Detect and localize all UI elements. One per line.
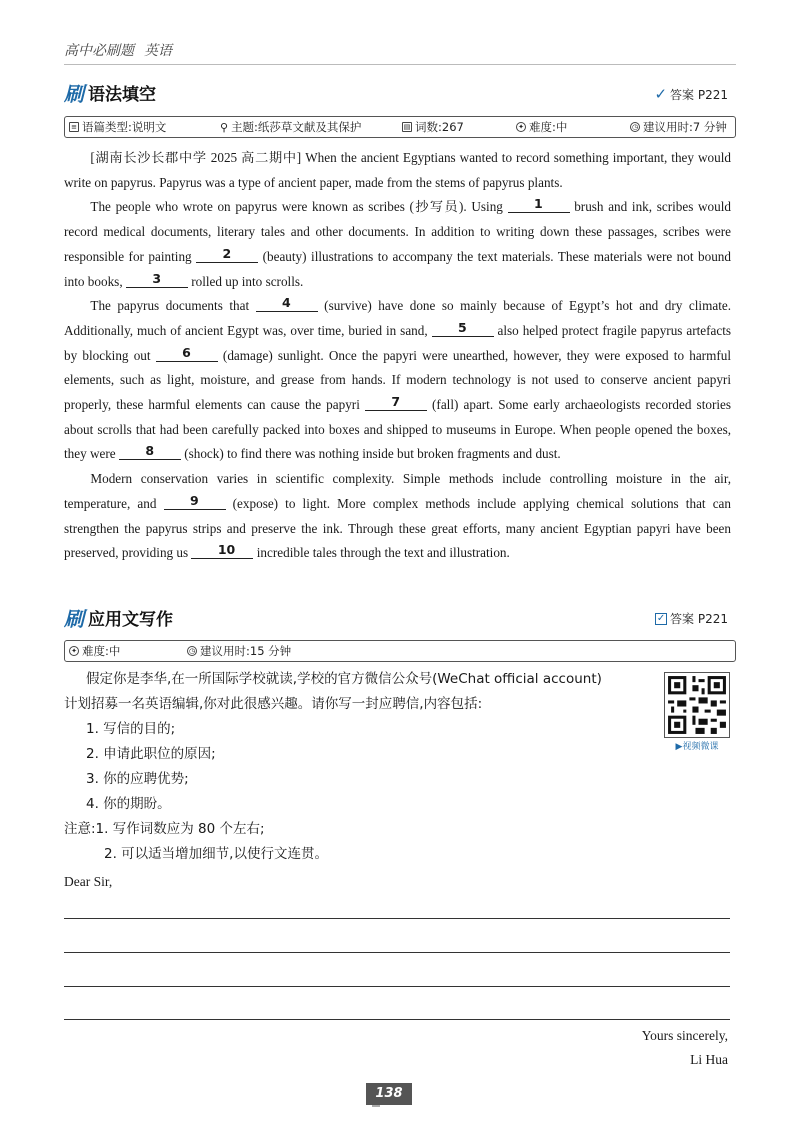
answer-blank[interactable] — [126, 270, 188, 288]
info-genre: ≡ 语篇类型:说明文 — [69, 119, 204, 135]
clock-icon: ◷ — [631, 123, 639, 131]
section-grammar-title — [64, 78, 156, 107]
note-line: 2. 可以适当增加细节,以使行文连贯。 — [104, 846, 328, 862]
difficulty-icon: ✦ — [516, 122, 526, 132]
answer-blank[interactable] — [508, 198, 570, 213]
blank-number: 10 — [217, 542, 236, 558]
passage-text: also helped protect fragile papyrus artefacts by blocking out — [64, 322, 732, 363]
passage-text: (shock) to find there was nothing inside but broken fragments and dust. — [180, 446, 561, 462]
blank-number: 2 — [222, 245, 232, 261]
answer-reference — [654, 85, 728, 103]
blank-number: 3 — [152, 270, 162, 286]
answer-page-ref: 答案 P221 — [670, 612, 728, 626]
blank-number: 6 — [182, 344, 191, 360]
answer-blank[interactable] — [191, 544, 253, 559]
blank-number: 9 — [189, 492, 199, 508]
answer-blank[interactable] — [119, 445, 181, 460]
clock-icon: ◷ — [188, 647, 196, 655]
answer-blank[interactable] — [156, 344, 218, 362]
section-writing-title — [64, 603, 173, 632]
qr-caption: ▶视频微课 — [675, 742, 719, 752]
passage-text: Modern conservation varies in scientific complexity. Simple methods include controlling moisture in the air, temperature, and — [64, 471, 731, 511]
task-point: 1. 写信的目的; — [86, 721, 176, 737]
section-name: 语法填空 — [88, 85, 156, 105]
blank-number: 7 — [391, 394, 401, 410]
passage-text: [湖南长沙长郡中学 2025 高二期中] When the ancient Egyptians wanted to record something important, they would write on papyrus. Papyrus was a type of ancient paper, made from the stems of papyrus plants. — [64, 150, 731, 190]
passage-paragraph — [64, 294, 731, 467]
passage-text: rolled up into scrolls. — [187, 273, 304, 289]
running-header — [64, 40, 172, 60]
document-icon: ≡ — [69, 122, 79, 132]
answer-blank[interactable] — [164, 492, 226, 510]
prompt-line: 假定你是李华,在一所国际学校就读,学校的官方微信公众号(WeChat official account) — [86, 671, 602, 687]
section-name: 应用文写作 — [88, 610, 173, 630]
writing-line[interactable] — [64, 918, 730, 919]
page-number: 138 — [366, 1083, 412, 1105]
passage-text: The people who wrote on papyrus were known as scribes (抄写员). Using — [90, 199, 508, 215]
info-theme: ⚲ 主题:纸莎草文献及其保护 — [220, 120, 362, 134]
info-time: ◷ 建议用时:15 分钟 — [188, 644, 292, 658]
passage-paragraph — [64, 467, 731, 566]
passage-text: (survive) have done so mainly because of Egypt’s hot and dry climate. Additionally, much of ancient Egypt was, over time, buried in sand, — [64, 298, 732, 338]
passage-text: (beauty) illustrations to accompany the text materials. These materials were not bound into books, — [64, 248, 731, 289]
difficulty-icon: ✦ — [69, 646, 79, 656]
writing-line[interactable] — [64, 1019, 730, 1020]
header-rule — [64, 64, 736, 65]
counter-icon: ▤ — [403, 123, 411, 131]
blank-number: 4 — [282, 295, 291, 311]
info-difficulty: ✦ 难度:中 — [502, 119, 620, 135]
blank-number: 1 — [533, 196, 543, 212]
section-badge: 刷 — [64, 607, 84, 631]
note-line: 注意:1. 写作词数应为 80 个左右; — [64, 821, 265, 837]
blank-number: 8 — [145, 443, 155, 459]
qr-code-icon[interactable] — [664, 672, 730, 738]
answer-blank[interactable] — [256, 297, 318, 312]
passage-paragraph — [64, 146, 731, 195]
passage-text: (damage) sunlight. Once the papyri were unearthed, however, they were exposed to harmful elements, such as light, moisture, and grease from hands. If modern technology is not used to conserve ancient papyri properly, these harmful elements can cause the papyri — [64, 347, 731, 413]
magnifier-icon: ⚲ — [220, 120, 229, 134]
passage-text: (expose) to light. More complex methods include applying chemical solutions that can strengthen the papyrus strips and preserve the ink. Through these great efforts, many ancient Egyptian papyri have been preserved, providing us — [64, 495, 732, 561]
writing-line[interactable] — [64, 952, 730, 953]
passage-text: (fall) apart. Some early archaeologists recorded stories about scrolls that had been carefully packed into boxes and shipped to museums in Europe. When people opened the boxes, they were — [64, 397, 731, 462]
answer-blank[interactable] — [365, 396, 427, 411]
signature: Li Hua — [690, 1052, 728, 1067]
task-point: 3. 你的应聘优势; — [86, 771, 189, 787]
passage-text: brush and ink, scribes would record medical documents, literary tales and other documents. In addition to writing down these passages, scribes were responsible for painting — [64, 199, 731, 264]
book-title: 高中必刷题 — [64, 44, 134, 59]
closing: Yours sincerely, — [641, 1028, 728, 1043]
check-icon: ✓ — [654, 85, 668, 103]
section-badge: 刷 — [64, 82, 84, 106]
subject-name: 英语 — [144, 44, 172, 59]
info-bar — [64, 640, 736, 662]
passage-paragraph — [64, 195, 731, 294]
task-point: 4. 你的期盼。 — [86, 796, 171, 812]
passage-text: The papyrus documents that — [90, 298, 256, 314]
answer-blank[interactable] — [432, 319, 494, 337]
checkbox-icon: ✓ — [656, 612, 666, 624]
answer-page-ref: 答案 P221 — [670, 87, 728, 102]
task-point: 2. 申请此职位的原因; — [86, 746, 216, 762]
grammar-passage — [64, 146, 731, 566]
info-difficulty: ✦ 难度:中 — [69, 643, 187, 659]
blank-number: 5 — [457, 319, 467, 335]
prompt-line: 计划招募一名英语编辑,你对此很感兴趣。请你写一封应聘信,内容包括: — [64, 696, 483, 712]
answer-blank[interactable] — [196, 245, 258, 263]
writing-prompt — [64, 667, 664, 867]
info-time: ◷ 建议用时:7 分钟 — [631, 120, 727, 134]
answer-reference — [655, 610, 728, 627]
info-word-count: ▤ 词数:267 — [403, 120, 464, 134]
passage-text: incredible tales through the text and illustration. — [253, 545, 510, 561]
salutation: Dear Sir, — [64, 874, 113, 889]
info-bar — [64, 116, 736, 138]
writing-line[interactable] — [64, 986, 730, 987]
